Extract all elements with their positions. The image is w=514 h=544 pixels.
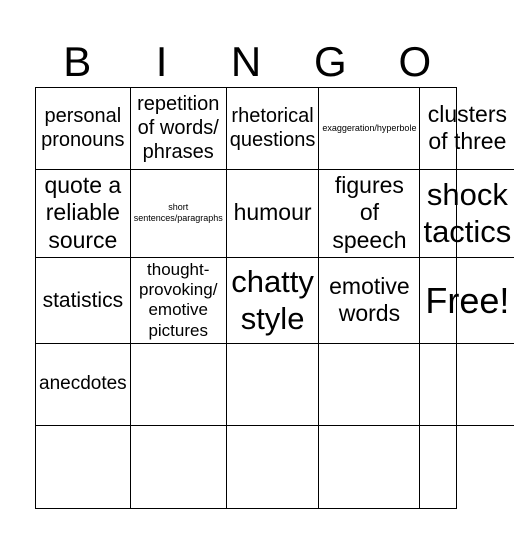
bingo-cell[interactable]: statistics	[36, 258, 131, 345]
bingo-board	[35, 87, 512, 509]
header-letter-o: O	[398, 38, 432, 85]
header-letter-b: B	[63, 38, 92, 85]
bingo-cell[interactable]	[131, 344, 227, 426]
bingo-cell[interactable]: Free!	[420, 258, 514, 345]
bingo-cell[interactable]: thought-provoking/ emotive pictures	[131, 258, 227, 345]
bingo-cell[interactable]: humour	[227, 170, 320, 258]
bingo-cell[interactable]: shock tactics	[420, 170, 514, 258]
bingo-cell[interactable]: exaggeration/hyperbole	[319, 88, 420, 170]
bingo-cell[interactable]: repetition of words/ phrases	[131, 88, 227, 170]
bingo-header	[35, 36, 457, 88]
bingo-cell[interactable]	[420, 344, 514, 426]
bingo-cell[interactable]: short sentences/paragraphs	[131, 170, 227, 258]
bingo-cell[interactable]: rhetorical questions	[227, 88, 320, 170]
bingo-cell[interactable]	[36, 426, 131, 508]
bingo-cell[interactable]: personal pronouns	[36, 88, 131, 170]
header-letter-n: N	[230, 38, 262, 85]
bingo-cell[interactable]	[319, 344, 420, 426]
bingo-cell[interactable]	[319, 426, 420, 508]
bingo-cell[interactable]	[420, 426, 514, 508]
free-space-cell[interactable]	[227, 426, 320, 508]
bingo-cell[interactable]: emotive words	[319, 258, 420, 345]
bingo-cell[interactable]	[227, 344, 320, 426]
header-letter-g: G	[314, 38, 347, 85]
bingo-cell[interactable]: chatty style	[227, 258, 320, 345]
header-letter-i: I	[155, 38, 168, 85]
bingo-cell[interactable]: figures of speech	[319, 170, 420, 258]
bingo-cell[interactable]: anecdotes	[36, 344, 131, 426]
bingo-cell[interactable]: clusters of three	[420, 88, 514, 170]
bingo-cell[interactable]	[131, 426, 227, 508]
bingo-cell[interactable]: quote a reliable source	[36, 170, 131, 258]
